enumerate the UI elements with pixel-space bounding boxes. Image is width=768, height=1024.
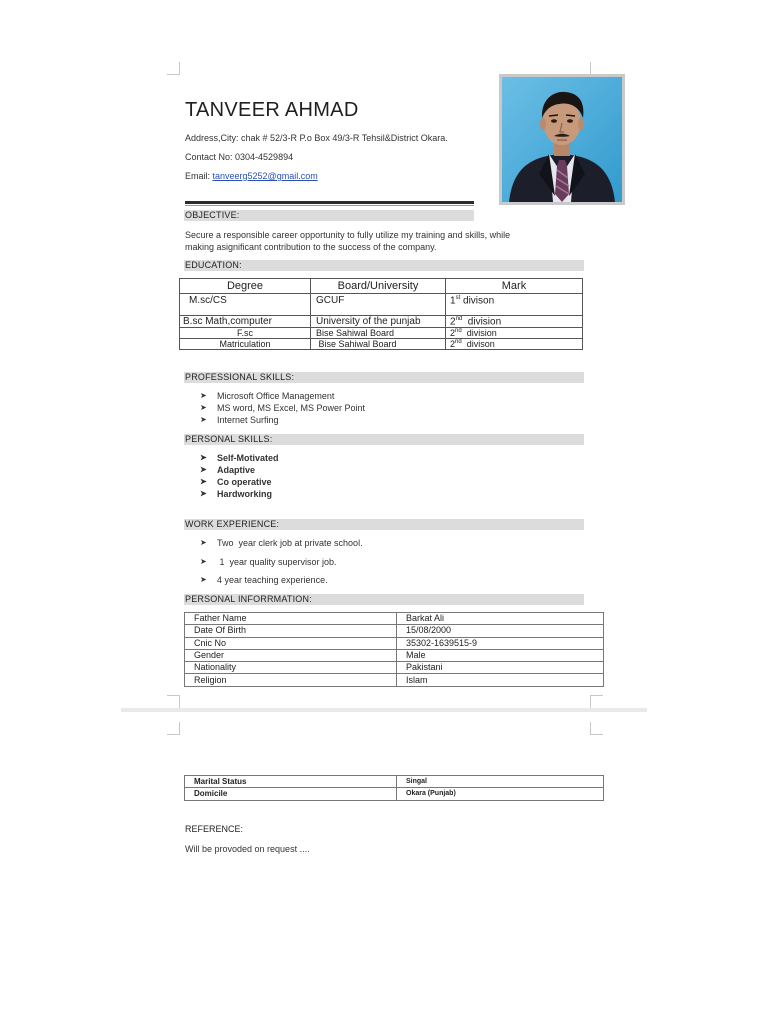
board-cell: Bise Sahiwal Board — [311, 339, 446, 350]
list-item — [200, 402, 365, 414]
education-table — [179, 278, 583, 350]
list-item-text: Co operative — [217, 477, 272, 487]
list-item-text: 1 year quality supervisor job. — [217, 557, 337, 567]
crop-mark-top-left — [167, 62, 180, 75]
mark-number: 2 — [450, 339, 456, 350]
header-divider — [185, 201, 474, 204]
degree-cell: Matriculation — [180, 339, 311, 350]
mark-suffix: nd — [455, 328, 462, 335]
list-item — [200, 464, 279, 476]
list-item — [200, 537, 363, 556]
list-item-text: Microsoft Office Management — [217, 391, 335, 401]
personal-information-table-continued — [184, 775, 604, 801]
info-value: Singal — [397, 776, 604, 788]
table-row — [185, 613, 604, 625]
personal-skills-heading: PERSONAL SKILLS: — [184, 434, 584, 445]
mark-cell — [446, 294, 583, 316]
personal-information-heading: PERSONAL INFORRMATION: — [184, 594, 584, 605]
info-label: Gender — [185, 649, 397, 661]
table-row — [180, 316, 583, 328]
info-label: Cnic No — [185, 637, 397, 649]
info-label: Marital Status — [185, 776, 397, 788]
education-col-degree: Degree — [180, 279, 311, 294]
arrowhead-bullet-icon: ➤ — [200, 465, 207, 474]
arrowhead-bullet-icon: ➤ — [200, 557, 207, 566]
education-heading: EDUCATION: — [184, 260, 584, 271]
info-value: Islam — [397, 674, 604, 686]
mark-cell — [446, 316, 583, 328]
candidate-name: TANVEER AHMAD — [185, 99, 359, 121]
person-portrait-icon — [499, 74, 625, 205]
crop-mark-bottom-right — [590, 695, 603, 708]
list-item-text: Internet Surfing — [217, 415, 279, 425]
mark-number: 2 — [450, 328, 456, 339]
list-item-text: 4 year teaching experience. — [217, 575, 328, 585]
arrowhead-bullet-icon: ➤ — [200, 489, 207, 498]
board-cell: Bise Sahiwal Board — [311, 328, 446, 339]
table-row — [185, 776, 604, 788]
info-value: Okara (Punjab) — [397, 788, 604, 800]
email-link[interactable]: tanveerg5252@gmail.com — [212, 171, 318, 181]
crop-mark-top-left — [167, 722, 180, 735]
objective-line-1: Secure a responsible career opportunity to fully utilize my training and skills, while — [185, 230, 511, 240]
education-header-row — [180, 279, 583, 294]
mark-text: divison — [461, 339, 495, 350]
table-row — [185, 649, 604, 661]
mark-number: 2 — [450, 316, 456, 328]
mark-suffix: nd — [455, 339, 462, 346]
professional-skills-list — [200, 390, 365, 426]
list-item-text: Self-Motivated — [217, 453, 279, 463]
email-line — [185, 171, 318, 181]
list-item — [200, 476, 279, 488]
list-item-text: MS word, MS Excel, MS Power Point — [217, 403, 366, 413]
list-item — [200, 414, 365, 426]
arrowhead-bullet-icon: ➤ — [200, 403, 207, 412]
info-label: Nationality — [185, 662, 397, 674]
objective-text — [185, 229, 565, 253]
list-item — [200, 556, 363, 574]
info-label: Date Of Birth — [185, 625, 397, 637]
profile-photo — [499, 74, 625, 205]
board-cell: GCUF — [311, 294, 446, 316]
reference-heading: REFERENCE: — [185, 824, 244, 834]
table-row — [180, 328, 583, 339]
mark-cell — [446, 339, 583, 350]
arrowhead-bullet-icon: ➤ — [200, 538, 207, 547]
info-label: Domicile — [185, 788, 397, 800]
objective-heading: OBJECTIVE: — [184, 210, 474, 221]
personal-information-table — [184, 612, 604, 687]
arrowhead-bullet-icon: ➤ — [200, 453, 207, 462]
arrowhead-bullet-icon: ➤ — [200, 575, 207, 584]
objective-line-2: making asignificant contribution to the success of the company. — [185, 242, 437, 252]
info-value: 35302-1639515-9 — [397, 637, 604, 649]
table-row — [185, 662, 604, 674]
crop-mark-top-right — [590, 722, 603, 735]
list-item-text: Hardworking — [217, 489, 273, 499]
mark-text: division — [462, 316, 502, 328]
board-cell: University of the punjab — [311, 316, 446, 328]
address-line: Address,City: chak # 52/3-R P.o Box 49/3-R Tehsil&District Okara. — [185, 133, 448, 143]
info-value: 15/08/2000 — [397, 625, 604, 637]
list-item — [200, 574, 363, 586]
table-row — [185, 637, 604, 649]
page-break — [121, 708, 647, 712]
degree-cell: B.sc Math,computer — [180, 316, 311, 328]
reference-text: Will be provoded on request .... — [185, 844, 310, 854]
mark-suffix: st — [455, 295, 461, 301]
crop-mark-bottom-left — [167, 695, 180, 708]
table-row — [185, 674, 604, 686]
mark-cell — [446, 328, 583, 339]
mark-number: 1 — [450, 295, 456, 307]
arrowhead-bullet-icon: ➤ — [200, 415, 207, 424]
list-item — [200, 390, 365, 402]
list-item-text: Adaptive — [217, 465, 256, 475]
list-item-text: Two year clerk job at private school. — [217, 538, 363, 548]
table-row — [180, 339, 583, 350]
header-divider-shadow — [185, 205, 474, 206]
work-experience-heading: WORK EXPERIENCE: — [184, 519, 584, 530]
personal-skills-list — [200, 452, 279, 500]
info-label: Religion — [185, 674, 397, 686]
mark-text: division — [461, 328, 497, 339]
list-item — [200, 488, 279, 500]
education-col-mark: Mark — [446, 279, 583, 294]
info-value: Pakistani — [397, 662, 604, 674]
degree-cell: M.sc/CS — [180, 294, 311, 316]
table-row — [185, 788, 604, 800]
education-col-board: Board/University — [311, 279, 446, 294]
contact-line: Contact No: 0304-4529894 — [185, 152, 294, 162]
info-value: Male — [397, 649, 604, 661]
arrowhead-bullet-icon: ➤ — [200, 477, 207, 486]
table-row — [180, 294, 583, 316]
info-value: Barkat Ali — [397, 613, 604, 625]
email-label: Email: — [185, 171, 213, 181]
work-experience-list — [200, 537, 363, 586]
arrowhead-bullet-icon: ➤ — [200, 391, 207, 400]
list-item — [200, 452, 279, 464]
mark-suffix: nd — [455, 316, 463, 322]
professional-skills-heading: PROFESSIONAL SKILLS: — [184, 372, 584, 383]
table-row — [185, 625, 604, 637]
mark-text: divison — [460, 295, 495, 307]
degree-cell: F.sc — [180, 328, 311, 339]
info-label: Father Name — [185, 613, 397, 625]
